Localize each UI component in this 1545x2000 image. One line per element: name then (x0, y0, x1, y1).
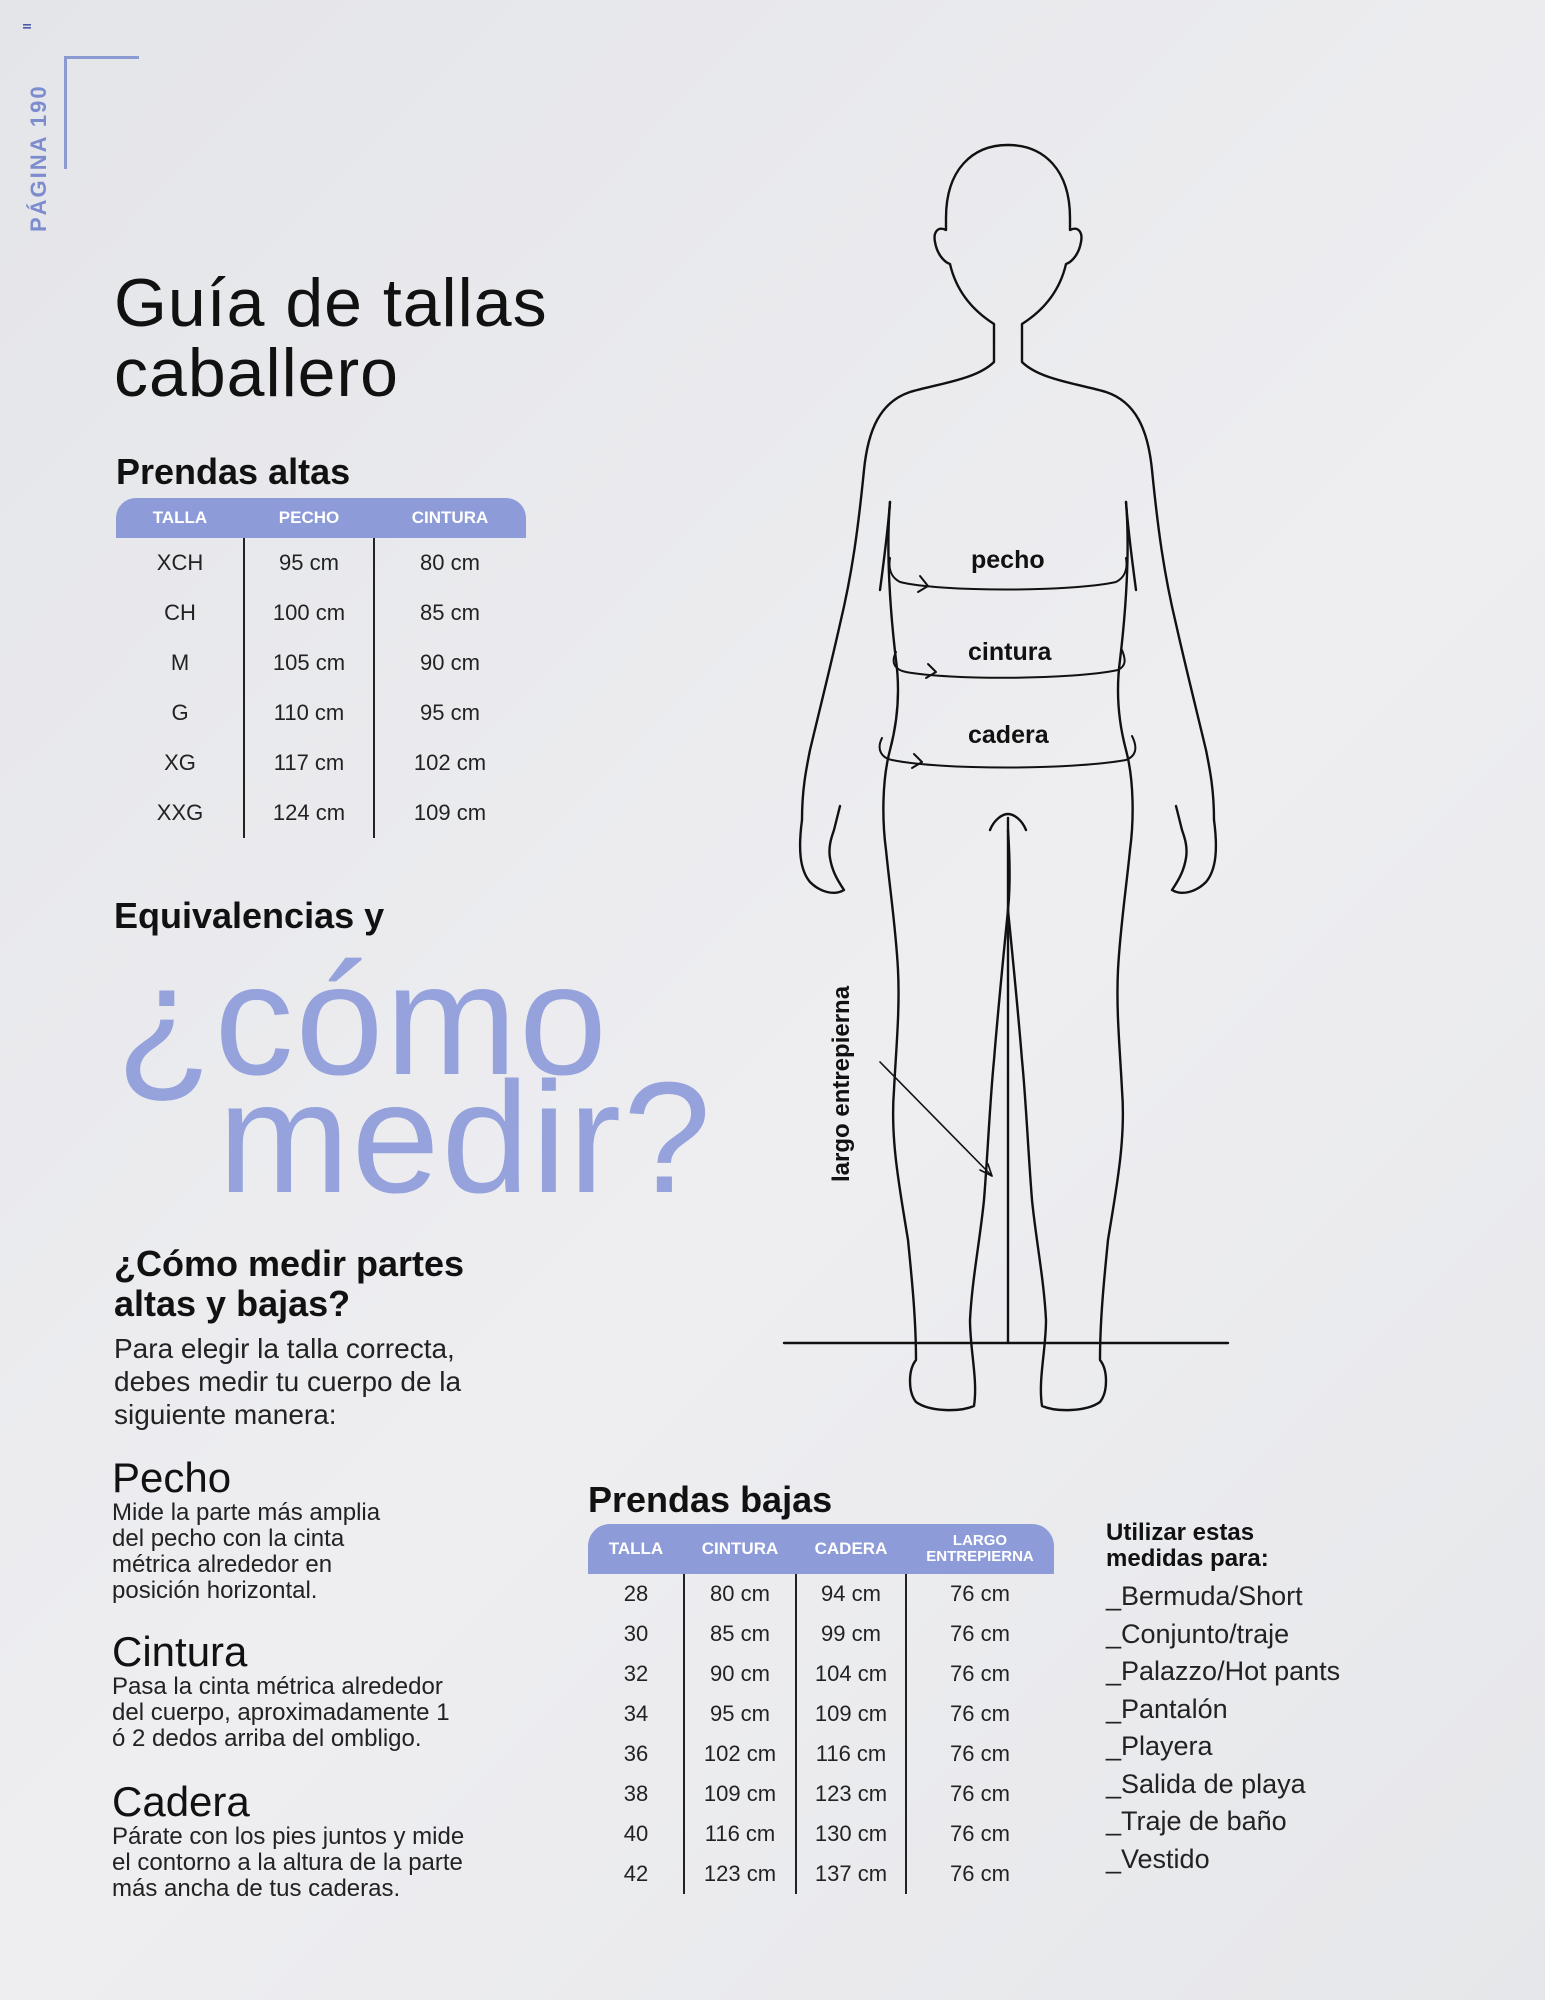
measure-item-title: Cadera (112, 1778, 250, 1825)
measure-item-title: Cintura (112, 1628, 248, 1675)
table-cell: 123 cm (814, 1781, 888, 1806)
column-divider (373, 538, 375, 838)
table-cell: M (170, 650, 190, 675)
title-line-1: Guía de tallas (114, 265, 548, 341)
table-row (116, 788, 526, 838)
table-cell: 117 cm (273, 750, 345, 775)
col-header: CINTURA (411, 508, 489, 527)
col-header-line: LARGO (952, 1532, 1008, 1549)
figure-label-entrepierna: largo entrepierna (828, 985, 855, 1182)
desc-line: del pecho con la cinta (112, 1525, 345, 1552)
table-cell: 105 cm (272, 650, 346, 675)
measure-item-desc (112, 1674, 582, 1752)
table-cell: 109 cm (814, 1701, 888, 1726)
desc-line: el contorno a la altura de la parte (112, 1849, 463, 1876)
col-header: PECHO (278, 508, 340, 527)
desc-line: métrica alrededor en (112, 1551, 333, 1578)
list-item: _Bermuda/Short (1106, 1581, 1303, 1611)
table-cell: 109 cm (413, 800, 487, 825)
table-row (588, 1614, 1054, 1654)
table-row (116, 538, 526, 588)
hip-arrow (912, 754, 922, 768)
table-cell: XXG (156, 800, 204, 825)
prendas-bajas-heading: Prendas bajas (588, 1479, 833, 1520)
col-header-line: ENTREPIERNA (926, 1548, 1034, 1565)
list-item: _Playera (1106, 1731, 1213, 1761)
table-cell: 109 cm (703, 1781, 777, 1806)
utilizar-heading-line-1: Utilizar estas (1106, 1519, 1255, 1546)
table-cell: 95 cm (279, 550, 339, 575)
table-cell: 28 (623, 1581, 649, 1606)
como-medir-intro (114, 1332, 461, 1431)
table-cell: 76 cm (950, 1821, 1010, 1846)
table-cell: 90 cm (710, 1661, 770, 1686)
table-row (116, 738, 526, 788)
table-cell: 80 cm (710, 1581, 770, 1606)
table-cell: 42 (623, 1861, 649, 1886)
table-cell: 85 cm (420, 600, 480, 625)
table-cell: 102 cm (703, 1741, 777, 1766)
head-outline-right (1008, 145, 1214, 820)
measure-item-title: Pecho (112, 1454, 232, 1501)
table-cell: 36 (623, 1741, 649, 1766)
table-cell: 80 cm (420, 550, 480, 575)
table-cell: XG (164, 750, 196, 775)
table-cell: 30 (623, 1621, 649, 1646)
desc-line: del cuerpo, aproximadamente 1 (112, 1699, 450, 1726)
measure-item-pecho (112, 1456, 572, 1604)
table-cell: 40 (623, 1821, 649, 1846)
desc-line: Pasa la cinta métrica alrededor (112, 1673, 443, 1700)
como-medir-big-line-1: ¿cómo (116, 932, 609, 1108)
column-divider (905, 1574, 907, 1894)
table-cell: 76 cm (950, 1621, 1010, 1646)
prendas-altas-header (116, 498, 526, 538)
figure-label-cintura: cintura (968, 638, 1052, 666)
utilizar-heading (1106, 1520, 1269, 1572)
column-divider (683, 1574, 685, 1894)
table-cell: 95 cm (710, 1701, 770, 1726)
col-header: TALLA (608, 1539, 664, 1558)
prendas-bajas-header (588, 1524, 1054, 1574)
table-row (588, 1734, 1054, 1774)
list-item: _Salida de playa (1106, 1768, 1306, 1799)
right-hand (1172, 806, 1216, 893)
table-row (116, 638, 526, 688)
equivalencias-heading: Equivalencias y (114, 895, 385, 936)
desc-line: más ancha de tus caderas. (112, 1875, 401, 1902)
menu-icon (22, 22, 32, 32)
table-cell: 76 cm (950, 1661, 1010, 1686)
list-item: _Palazzo/Hot pants (1106, 1656, 1341, 1686)
prendas-altas-heading: Prendas altas (116, 451, 351, 492)
intro-line: siguiente manera: (114, 1399, 337, 1430)
table-row (588, 1574, 1054, 1614)
table-cell: 130 cm (814, 1821, 888, 1846)
prendas-bajas-table (588, 1524, 1054, 1894)
table-cell: 116 cm (704, 1821, 776, 1846)
list-item: _Traje de baño (1106, 1806, 1287, 1836)
table-cell: 76 cm (950, 1741, 1010, 1766)
como-medir-heading-line-1: ¿Cómo medir partes (114, 1243, 465, 1284)
figure-label-cadera: cadera (968, 721, 1049, 749)
table-cell: 34 (623, 1701, 649, 1726)
title-line-2: caballero (114, 335, 399, 411)
table-cell: 85 cm (710, 1621, 770, 1646)
utilizar-heading-line-2: medidas para: (1106, 1545, 1269, 1572)
table-cell: 32 (623, 1661, 649, 1686)
table-row (116, 688, 526, 738)
list-item: _Pantalón (1106, 1693, 1228, 1724)
table-row (588, 1854, 1054, 1894)
figure-label-pecho: pecho (971, 546, 1045, 574)
table-row (588, 1654, 1054, 1694)
table-cell: 76 cm (950, 1701, 1010, 1726)
table-cell: 124 cm (272, 800, 346, 825)
column-divider (243, 538, 245, 838)
table-cell: CH (164, 600, 196, 625)
table-cell: 76 cm (950, 1781, 1010, 1806)
desc-line: Párate con los pies juntos y mide (112, 1823, 465, 1850)
col-header: TALLA (152, 508, 208, 527)
prendas-altas-body (116, 538, 526, 838)
table-cell: 100 cm (272, 600, 346, 625)
desc-line: ó 2 dedos arriba del ombligo. (112, 1725, 422, 1752)
table-cell: XCH (156, 550, 204, 575)
table-row (588, 1774, 1054, 1814)
table-cell: 90 cm (420, 650, 480, 675)
prendas-bajas-body (588, 1574, 1054, 1894)
col-header-largo-entrepierna (906, 1533, 1054, 1565)
measure-item-cintura (112, 1630, 582, 1752)
desc-line: posición horizontal. (112, 1577, 318, 1604)
col-header: CINTURA (701, 1539, 779, 1558)
body-outline-figure (740, 130, 1260, 1440)
table-row (588, 1814, 1054, 1854)
table-cell: 116 cm (815, 1741, 887, 1766)
measure-item-desc (112, 1500, 572, 1604)
como-medir-heading (114, 1244, 464, 1324)
head-outline (802, 145, 1008, 820)
list-item: _Vestido (1106, 1843, 1210, 1874)
measure-item-cadera (112, 1780, 592, 1902)
como-medir-big-line-2: medir? (218, 1050, 713, 1226)
table-cell: 76 cm (950, 1861, 1010, 1886)
desc-line: Mide la parte más amplia (112, 1499, 381, 1526)
table-cell: 76 cm (950, 1581, 1010, 1606)
left-hand (800, 806, 844, 893)
table-cell: 95 cm (420, 700, 480, 725)
prendas-altas-table (116, 498, 526, 838)
page-title (114, 265, 548, 411)
intro-line: debes medir tu cuerpo de la (114, 1366, 462, 1397)
page-corner-bracket (64, 56, 139, 169)
table-row (588, 1694, 1054, 1734)
table-cell: 102 cm (413, 750, 487, 775)
column-divider (795, 1574, 797, 1894)
table-cell: G (171, 700, 189, 725)
col-header: CADERA (814, 1539, 888, 1558)
list-item: _Conjunto/traje (1106, 1618, 1290, 1649)
table-row (116, 588, 526, 638)
chest-arrow (918, 576, 928, 592)
table-cell: 99 cm (821, 1621, 881, 1646)
table-cell: 110 cm (273, 700, 345, 725)
measure-item-desc (112, 1824, 592, 1902)
intro-line: Para elegir la talla correcta, (114, 1333, 455, 1364)
page-number-label: PÁGINA 190 (26, 84, 51, 232)
table-cell: 137 cm (814, 1861, 888, 1886)
table-cell: 38 (623, 1781, 649, 1806)
table-cell: 104 cm (814, 1661, 888, 1686)
table-cell: 94 cm (821, 1581, 881, 1606)
utilizar-list (1106, 1578, 1340, 1878)
table-cell: 123 cm (703, 1861, 777, 1886)
como-medir-heading-line-2: altas y bajas? (114, 1283, 351, 1324)
